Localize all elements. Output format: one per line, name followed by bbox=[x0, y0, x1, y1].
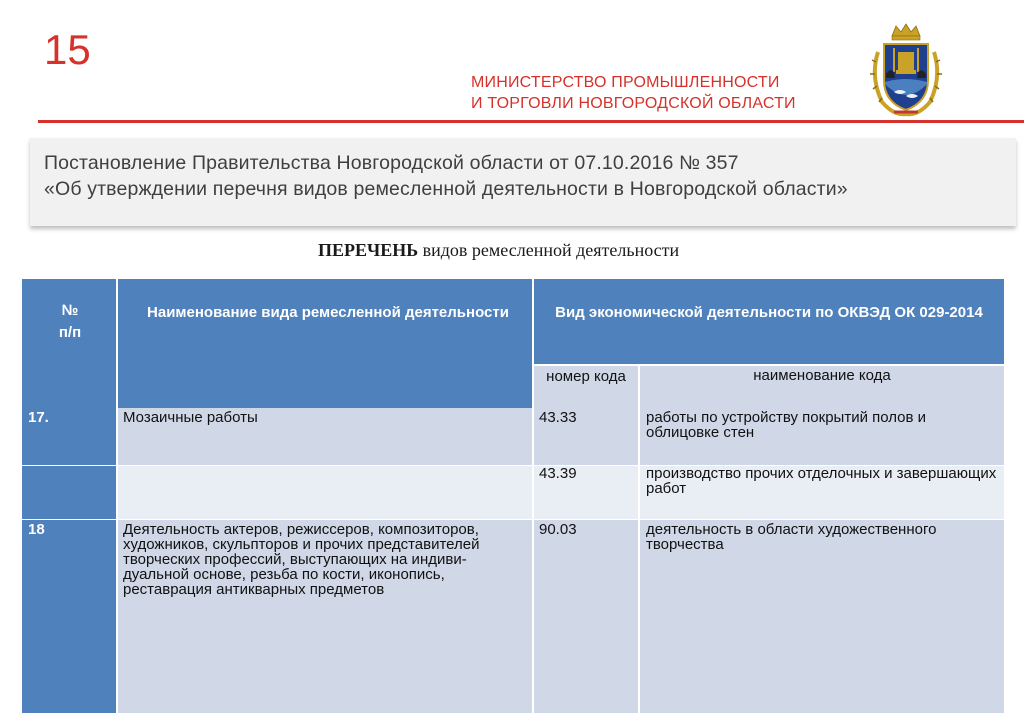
row-17b-code-name: производство прочих отделочных и завершающих работ bbox=[640, 466, 1004, 520]
header-code-name: наименование кода bbox=[640, 366, 1004, 408]
header-craft-name: Наименование вида ремесленной деятельности bbox=[147, 305, 509, 321]
header-number-symbol: № bbox=[61, 302, 79, 319]
slide-number: 15 bbox=[44, 26, 91, 73]
row-17b-number bbox=[22, 466, 116, 520]
header-number-abbr: п/п bbox=[58, 324, 82, 341]
row-17-code: 43.33 bbox=[534, 408, 638, 466]
row-18-code-name: деятельность в области художественного творчества bbox=[640, 520, 1004, 713]
list-heading bbox=[318, 240, 679, 261]
grid-line bbox=[22, 465, 1004, 466]
list-heading-rest: видов ремесленной деятельности bbox=[418, 240, 680, 260]
title-box bbox=[30, 138, 1016, 226]
row-17b-name bbox=[118, 466, 532, 520]
grid-line bbox=[638, 364, 640, 713]
grid-line bbox=[532, 279, 534, 713]
header-okved: Вид экономической деятельности по ОКВЭД ОК 029-2014 bbox=[555, 305, 983, 321]
novgorod-coat-of-arms-icon bbox=[868, 22, 944, 118]
row-18-code: 90.03 bbox=[534, 520, 638, 713]
ministry-line-1: МИНИСТЕРСТВО ПРОМЫШЛЕННОСТИ bbox=[471, 74, 780, 91]
row-17-name: Мозаичные работы bbox=[118, 408, 532, 466]
grid-line bbox=[534, 364, 1004, 366]
header-number bbox=[22, 300, 118, 360]
title-line-1: Постановление Правительства Новгородской области от 07.10.2016 № 357 bbox=[44, 152, 739, 174]
header-divider bbox=[38, 120, 1024, 123]
header-code-number: номер кода bbox=[534, 366, 638, 408]
row-18-name: Деятельность актеров, режиссеров, композиторов, художников, скульпторов и прочих представителей творческих профессий, выступающих на индиви-дуальной основе, резьба по кости, иконопись, реставрация антикварных предметов bbox=[118, 520, 532, 713]
row-17b-code: 43.39 bbox=[534, 466, 638, 520]
grid-line bbox=[22, 519, 1004, 520]
grid-line bbox=[116, 279, 118, 713]
title-line-2: «Об утверждении перечня видов ремесленной деятельности в Новгородской области» bbox=[44, 178, 848, 200]
row-17-number: 17. bbox=[22, 408, 116, 466]
row-17-code-name: работы по устройству покрытий полов и облицовке стен bbox=[640, 408, 1004, 466]
ministry-name bbox=[471, 72, 796, 114]
ministry-line-2: И ТОРГОВЛИ НОВГОРОДСКОЙ ОБЛАСТИ bbox=[471, 95, 796, 112]
list-heading-bold: ПЕРЕЧЕНЬ bbox=[318, 240, 419, 260]
row-18-number: 18 bbox=[22, 520, 116, 713]
